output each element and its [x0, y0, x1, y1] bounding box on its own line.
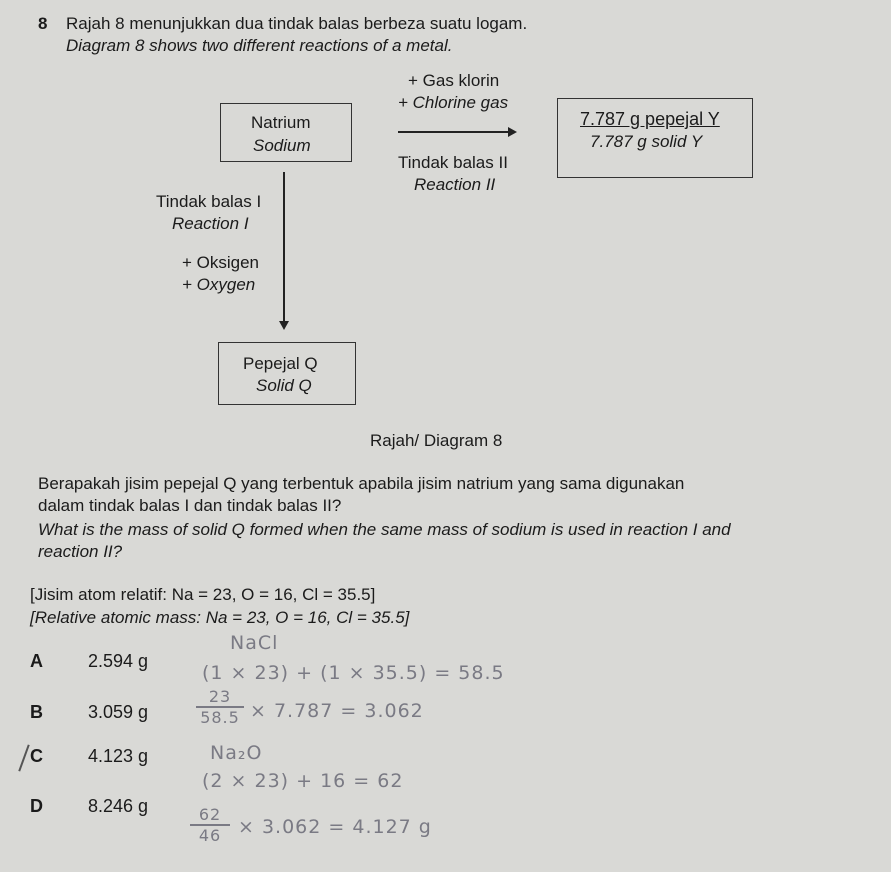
- reaction1-label-en: Reaction I: [172, 214, 249, 233]
- working-na2o-mass: (2 × 23) + 16 = 62: [202, 770, 404, 792]
- fraction-2-denominator: 46: [198, 825, 222, 845]
- option-c-letter[interactable]: C: [30, 746, 43, 766]
- solid-y-label-ms: 7.787 g pepejal Y: [580, 109, 720, 129]
- diagram-caption: Rajah/ Diagram 8: [370, 431, 503, 450]
- prompt-malay-line1: Berapakah jisim pepejal Q yang terbentuk apabila jisim natrium yang sama digunakan: [38, 474, 685, 493]
- solid-q-label-en: Solid Q: [256, 376, 312, 395]
- chlorine-label-ms: + Gas klorin: [408, 71, 500, 90]
- working-nacl-mass: (1 × 23) + (1 × 35.5) = 58.5: [202, 662, 505, 684]
- oxygen-label-en: + Oxygen: [182, 275, 256, 294]
- prompt-malay-line2: dalam tindak balas I dan tindak balas II?: [38, 496, 342, 515]
- solid-y-box: [557, 98, 753, 178]
- option-c-tick-mark: [18, 745, 29, 772]
- solid-q-label-ms: Pepejal Q: [243, 354, 318, 373]
- sodium-label-en: Sodium: [253, 136, 311, 155]
- option-a-value[interactable]: 2.594 g: [88, 651, 149, 671]
- working-fraction-1: [196, 688, 244, 726]
- intro-english: Diagram 8 shows two different reactions of a metal.: [66, 36, 453, 55]
- question-number: 8: [38, 14, 48, 33]
- working-fraction-2-result: × 3.062 = 4.127 g: [238, 816, 432, 838]
- relative-atomic-mass-en: [Relative atomic mass: Na = 23, O = 16, Cl = 35.5]: [30, 608, 410, 627]
- relative-atomic-mass-ms: [Jisim atom relatif: Na = 23, O = 16, Cl = 35.5]: [30, 585, 376, 604]
- sodium-label-ms: Natrium: [251, 113, 311, 132]
- working-nacl-formula: NaCl: [230, 632, 279, 654]
- chlorine-label-en: + Chlorine gas: [398, 93, 509, 112]
- prompt-english-line2: reaction II?: [38, 542, 123, 561]
- working-fraction-1-result: × 7.787 = 3.062: [250, 700, 424, 722]
- option-b-value[interactable]: 3.059 g: [88, 702, 149, 722]
- option-a-letter[interactable]: A: [30, 651, 43, 671]
- reaction1-arrow-line: [283, 172, 285, 322]
- fraction-1-numerator: 23: [208, 687, 232, 706]
- prompt-english-line1: What is the mass of solid Q formed when the same mass of sodium is used in reaction I and: [38, 520, 731, 539]
- fraction-1-denominator: 58.5: [200, 707, 240, 727]
- reaction2-arrowhead: [508, 127, 517, 137]
- solid-y-label-en: 7.787 g solid Y: [590, 132, 703, 151]
- working-na2o-formula: Na₂O: [210, 742, 263, 764]
- reaction1-label-ms: Tindak balas I: [156, 192, 262, 211]
- option-b-letter[interactable]: B: [30, 702, 43, 722]
- intro-malay: Rajah 8 menunjukkan dua tindak balas berbeza suatu logam.: [66, 14, 528, 33]
- option-d-letter[interactable]: D: [30, 796, 43, 816]
- oxygen-label-ms: + Oksigen: [182, 253, 260, 272]
- reaction1-arrowhead: [279, 321, 289, 330]
- solid-q-box: [218, 342, 356, 405]
- fraction-2-numerator: 62: [198, 805, 222, 824]
- sodium-box: [220, 103, 352, 162]
- reaction2-label-ms: Tindak balas II: [398, 153, 508, 172]
- option-c-value[interactable]: 4.123 g: [88, 746, 149, 766]
- working-fraction-2: [190, 806, 230, 844]
- option-d-value[interactable]: 8.246 g: [88, 796, 149, 816]
- reaction2-label-en: Reaction II: [414, 175, 496, 194]
- reaction2-arrow-line: [398, 131, 510, 133]
